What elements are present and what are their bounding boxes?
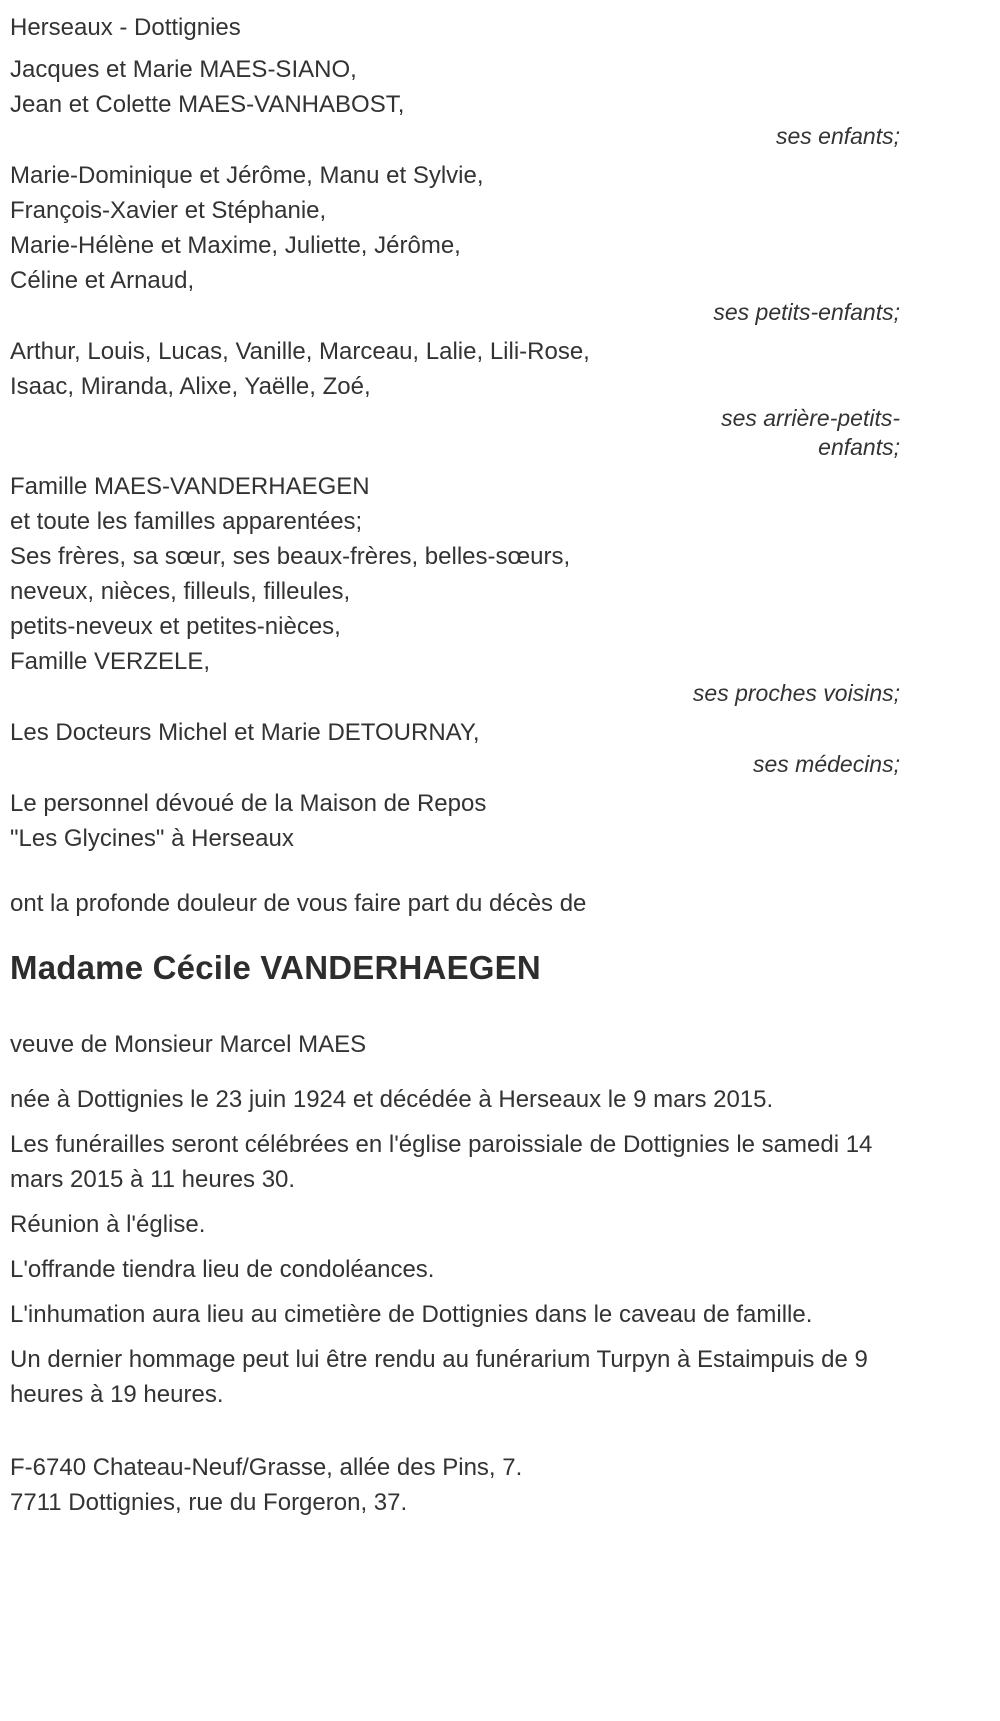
address-line: 7711 Dottignies, rue du Forgeron, 37. (10, 1489, 408, 1516)
detail-birth-death: née à Dottignies le 23 juin 1924 et décédée à Herseaux le 9 mars 2015. (10, 1086, 774, 1113)
mourners-doctors-group (10, 715, 900, 779)
relation-label-great-grandchildren-cont: enfants; (818, 434, 900, 460)
detail-tribute: Un dernier hommage peut lui être rendu au funérarium Turpyn à Estaimpuis de 9 heures à 19 heures. (10, 1346, 868, 1408)
mourners-staff-group (10, 786, 900, 856)
mourner-line: Jean et Colette MAES-VANHABOST, (10, 91, 405, 118)
mourner-line: Famille MAES-VANDERHAEGEN (10, 473, 370, 500)
mourner-line: Ses frères, sa sœur, ses beaux-frères, belles-sœurs, (10, 543, 571, 570)
relation-label-children: ses enfants; (775, 123, 900, 149)
mourner-line: Arthur, Louis, Lucas, Vanille, Marceau, Lalie, Lili-Rose, (10, 338, 590, 365)
mourner-line: Marie-Dominique et Jérôme, Manu et Sylvie, (10, 162, 484, 189)
deceased-name: Madame Cécile VANDERHAEGEN (10, 949, 541, 986)
mourner-line: François-Xavier et Stéphanie, (10, 197, 327, 224)
relation-label-grandchildren: ses petits-enfants; (713, 299, 900, 325)
widow-line: veuve de Monsieur Marcel MAES (10, 1031, 367, 1058)
funeral-details (10, 1082, 900, 1412)
mourner-line: petits-neveux et petites-nièces, (10, 613, 341, 640)
mourners-children-group (10, 52, 900, 151)
mourner-line: et toute les familles apparentées; (10, 508, 363, 535)
mourner-line: Jacques et Marie MAES-SIANO, (10, 56, 357, 83)
location-header: Herseaux - Dottignies (10, 14, 241, 41)
detail-burial: L'inhumation aura lieu au cimetière de Dottignies dans le caveau de famille. (10, 1301, 813, 1328)
relation-label-neighbours: ses proches voisins; (692, 680, 900, 706)
mourner-line: Isaac, Miranda, Alixe, Yaëlle, Zoé, (10, 373, 371, 400)
detail-funeral: Les funérailles seront célébrées en l'église paroissiale de Dottignies le samedi 14 mars 2015 à 11 heures 30. (10, 1131, 873, 1193)
mourner-line: "Les Glycines" à Herseaux (10, 825, 294, 852)
mourners-family-group (10, 469, 900, 708)
relation-label-doctors: ses médecins; (752, 751, 900, 777)
mourner-line: Céline et Arnaud, (10, 267, 195, 294)
detail-meeting: Réunion à l'église. (10, 1211, 206, 1238)
mourner-line: Le personnel dévoué de la Maison de Repos (10, 790, 487, 817)
addresses-block (10, 1450, 900, 1520)
mourners-great-grandchildren-group (10, 334, 900, 462)
detail-offering: L'offrande tiendra lieu de condoléances. (10, 1256, 435, 1283)
address-line: F-6740 Chateau-Neuf/Grasse, allée des Pins, 7. (10, 1454, 523, 1481)
mourner-line: Famille VERZELE, (10, 648, 211, 675)
mourner-line: Les Docteurs Michel et Marie DETOURNAY, (10, 719, 480, 746)
mourner-line: Marie-Hélène et Maxime, Juliette, Jérôme, (10, 232, 461, 259)
mourners-grandchildren-group (10, 158, 900, 327)
mourner-line: neveux, nièces, filleuls, filleules, (10, 578, 351, 605)
announcement-intro: ont la profonde douleur de vous faire part du décès de (10, 890, 587, 917)
relation-label-great-grandchildren: ses arrière-petits- (721, 405, 900, 431)
